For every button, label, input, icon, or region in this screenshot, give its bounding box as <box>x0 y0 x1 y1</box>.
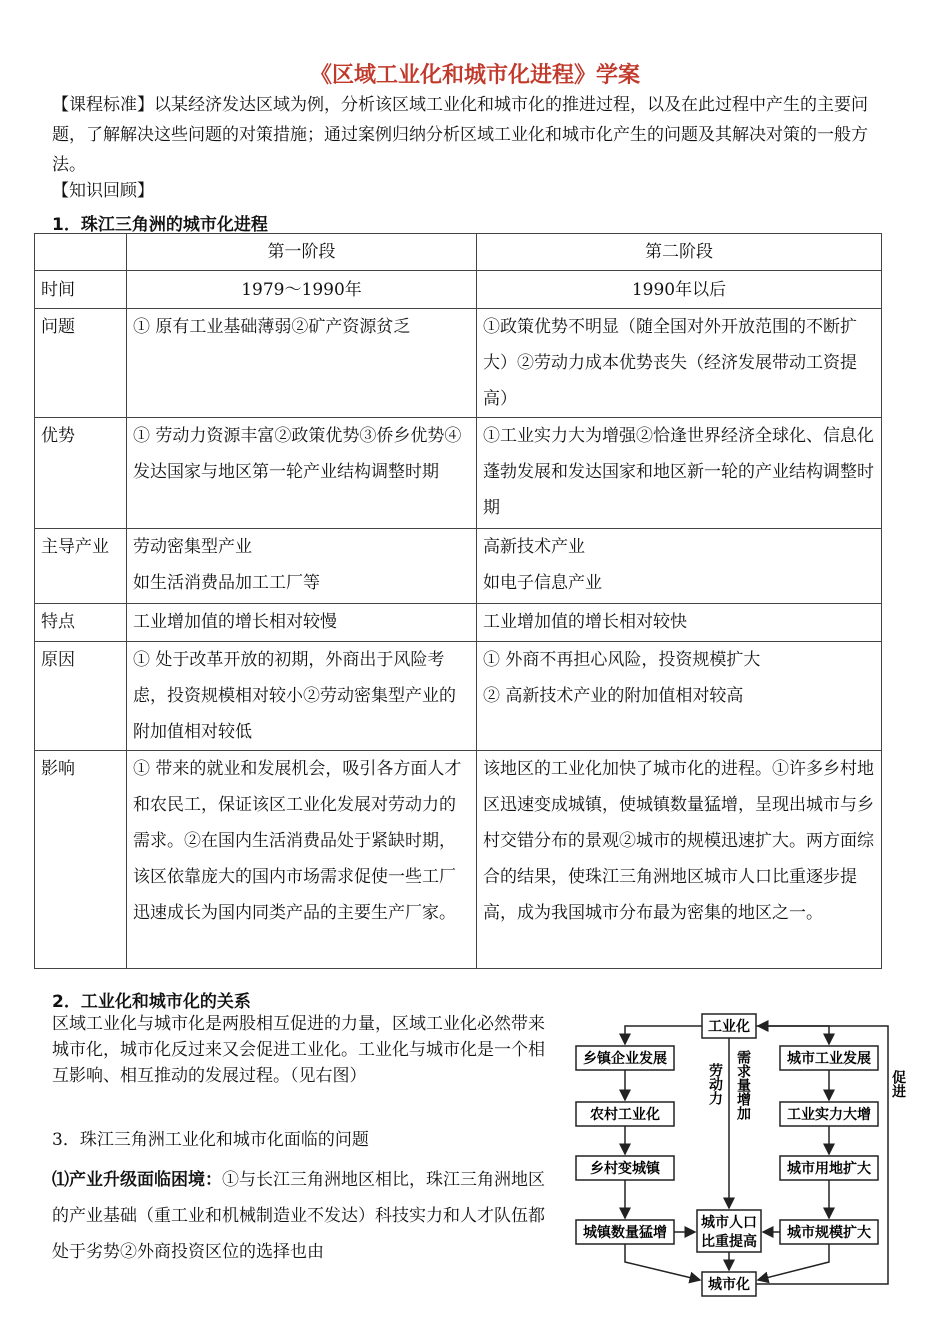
label-left-4: 城镇数量猛增 <box>583 1225 667 1241</box>
label-right-4: 城市规模扩大 <box>787 1225 871 1241</box>
row-label: 问题 <box>35 309 127 418</box>
header-cell-stage2: 第二阶段 <box>477 234 882 271</box>
industrialization-urbanization-diagram <box>562 1010 906 1300</box>
table-row <box>35 642 882 751</box>
cell-line: 高新技术产业 <box>483 537 585 557</box>
section-3-heading: 3．珠江三角洲工业化和城市化面临的问题 <box>52 1130 369 1150</box>
cell-stage1 <box>127 529 477 604</box>
cell-stage1: ① 原有工业基础薄弱②矿产资源贫乏 <box>127 309 477 418</box>
label-industrialization: 工业化 <box>708 1019 750 1035</box>
cell-line: ① 外商不再担心风险，投资规模扩大 <box>483 650 761 670</box>
row-label: 时间 <box>35 271 127 309</box>
table-row <box>35 604 882 642</box>
cell-stage1: 工业增加值的增长相对较慢 <box>127 604 477 642</box>
table-header-row <box>35 234 882 271</box>
cell-stage2 <box>477 529 882 604</box>
label-left-2: 农村工业化 <box>590 1107 660 1123</box>
cell-stage2: 工业增加值的增长相对较快 <box>477 604 882 642</box>
course-standard: 【课程标准】以某经济发达区域为例，分析该区域工业化和城市化的推进过程，以及在此过程中产生的主要问题，了解解决这些问题的对策措施；通过案例归纳分析区域工业化和城市化产生的问题及其解决对策的一般方法。 <box>52 95 868 175</box>
label-right-2: 工业实力大增 <box>787 1107 871 1123</box>
relation-text: 区域工业化与城市化是两股相互促进的力量，区域工业化必然带来城市化，城市化反过来又会促进工业化。工业化与城市化是一个相互影响、相互推动的发展过程。（见右图） <box>52 1014 545 1086</box>
urbanization-table <box>34 233 882 969</box>
row-label: 主导产业 <box>35 529 127 604</box>
cell-stage2: ①工业实力大为增强②恰逢世界经济全球化、信息化蓬勃发展和发达国家和地区新一轮的产业结构调整时期 <box>477 418 882 529</box>
table-row <box>35 309 882 418</box>
row-label: 特点 <box>35 604 127 642</box>
cell-stage1: ① 劳动力资源丰富②政策优势③侨乡优势④发达国家与地区第一轮产业结构调整时期 <box>127 418 477 529</box>
label-urbanization: 城市化 <box>708 1277 750 1293</box>
table-row <box>35 529 882 604</box>
cell-stage2: 该地区的工业化加快了城市化的进程。①许多乡村地区迅速变成城镇，使城镇数量猛增，呈现出城市与乡村交错分布的景观②城市的规模迅速扩大。两方面综合的结果，使珠江三角洲地区城市人口比重逐步提高，成为我国城市分布最为密集的地区之一。 <box>477 751 882 969</box>
label-right-3: 城市用地扩大 <box>787 1161 871 1177</box>
review-heading: 【知识回顾】 <box>52 181 154 201</box>
cell-line: 劳动密集型产业 <box>133 537 252 557</box>
cell-stage1: 1979～1990年 <box>127 271 477 309</box>
page-title: 《区域工业化和城市化进程》学案 <box>309 62 640 88</box>
label-left-1: 乡镇企业发展 <box>583 1051 667 1067</box>
row-label: 优势 <box>35 418 127 529</box>
cell-line: ② 高新技术产业的附加值相对较高 <box>483 686 744 706</box>
label-promote: 促进 <box>890 1070 906 1098</box>
problem-label: ⑴产业升级面临困境： <box>52 1170 222 1190</box>
header-cell-stage1: 第一阶段 <box>127 234 477 271</box>
row-label: 影响 <box>35 751 127 969</box>
problem-text: ①与长江三角洲地区相比，珠江三角洲地区的产业基础（重工业和机械制造业不发达）科技实力和人才队伍都处于劣势②外商投资区位的选择也由 <box>52 1170 545 1262</box>
cell-stage2 <box>477 642 882 751</box>
cell-stage1: ① 处于改革开放的初期，外商出于风险考虑，投资规模相对较小②劳动密集型产业的附加值相对较低 <box>127 642 477 751</box>
label-right-1: 城市工业发展 <box>787 1051 871 1067</box>
label-demand: 需求量增加 <box>735 1050 751 1120</box>
table-row <box>35 751 882 969</box>
cell-stage1: ① 带来的就业和发展机会，吸引各方面人才和农民工，保证该区工业化发展对劳动力的需求。②在国内生活消费品处于紧缺时期，该区依靠庞大的国内市场需求促使一些工厂迅速成长为国内同类产品的主要生产厂家。 <box>127 751 477 969</box>
label-center-line2: 比重提高 <box>701 1234 757 1250</box>
row-label: 原因 <box>35 642 127 751</box>
table-row <box>35 271 882 309</box>
label-center-line1: 城市人口 <box>701 1215 757 1231</box>
label-labor: 劳动力 <box>707 1063 723 1105</box>
cell-stage2: ①政策优势不明显（随全国对外开放范围的不断扩大）②劳动力成本优势丧失（经济发展带动工资提高） <box>477 309 882 418</box>
problem-paragraph <box>52 1162 547 1270</box>
section-2-heading: 2．工业化和城市化的关系 <box>52 992 251 1012</box>
cell-line: 如电子信息产业 <box>483 573 602 593</box>
header-cell-empty <box>35 234 127 271</box>
section-1-heading: 1．珠江三角洲的城市化进程 <box>52 215 268 235</box>
cell-stage2: 1990年以后 <box>477 271 882 309</box>
table-row <box>35 418 882 529</box>
cell-line: 如生活消费品加工工厂等 <box>133 573 320 593</box>
label-left-3: 乡村变城镇 <box>590 1161 660 1177</box>
